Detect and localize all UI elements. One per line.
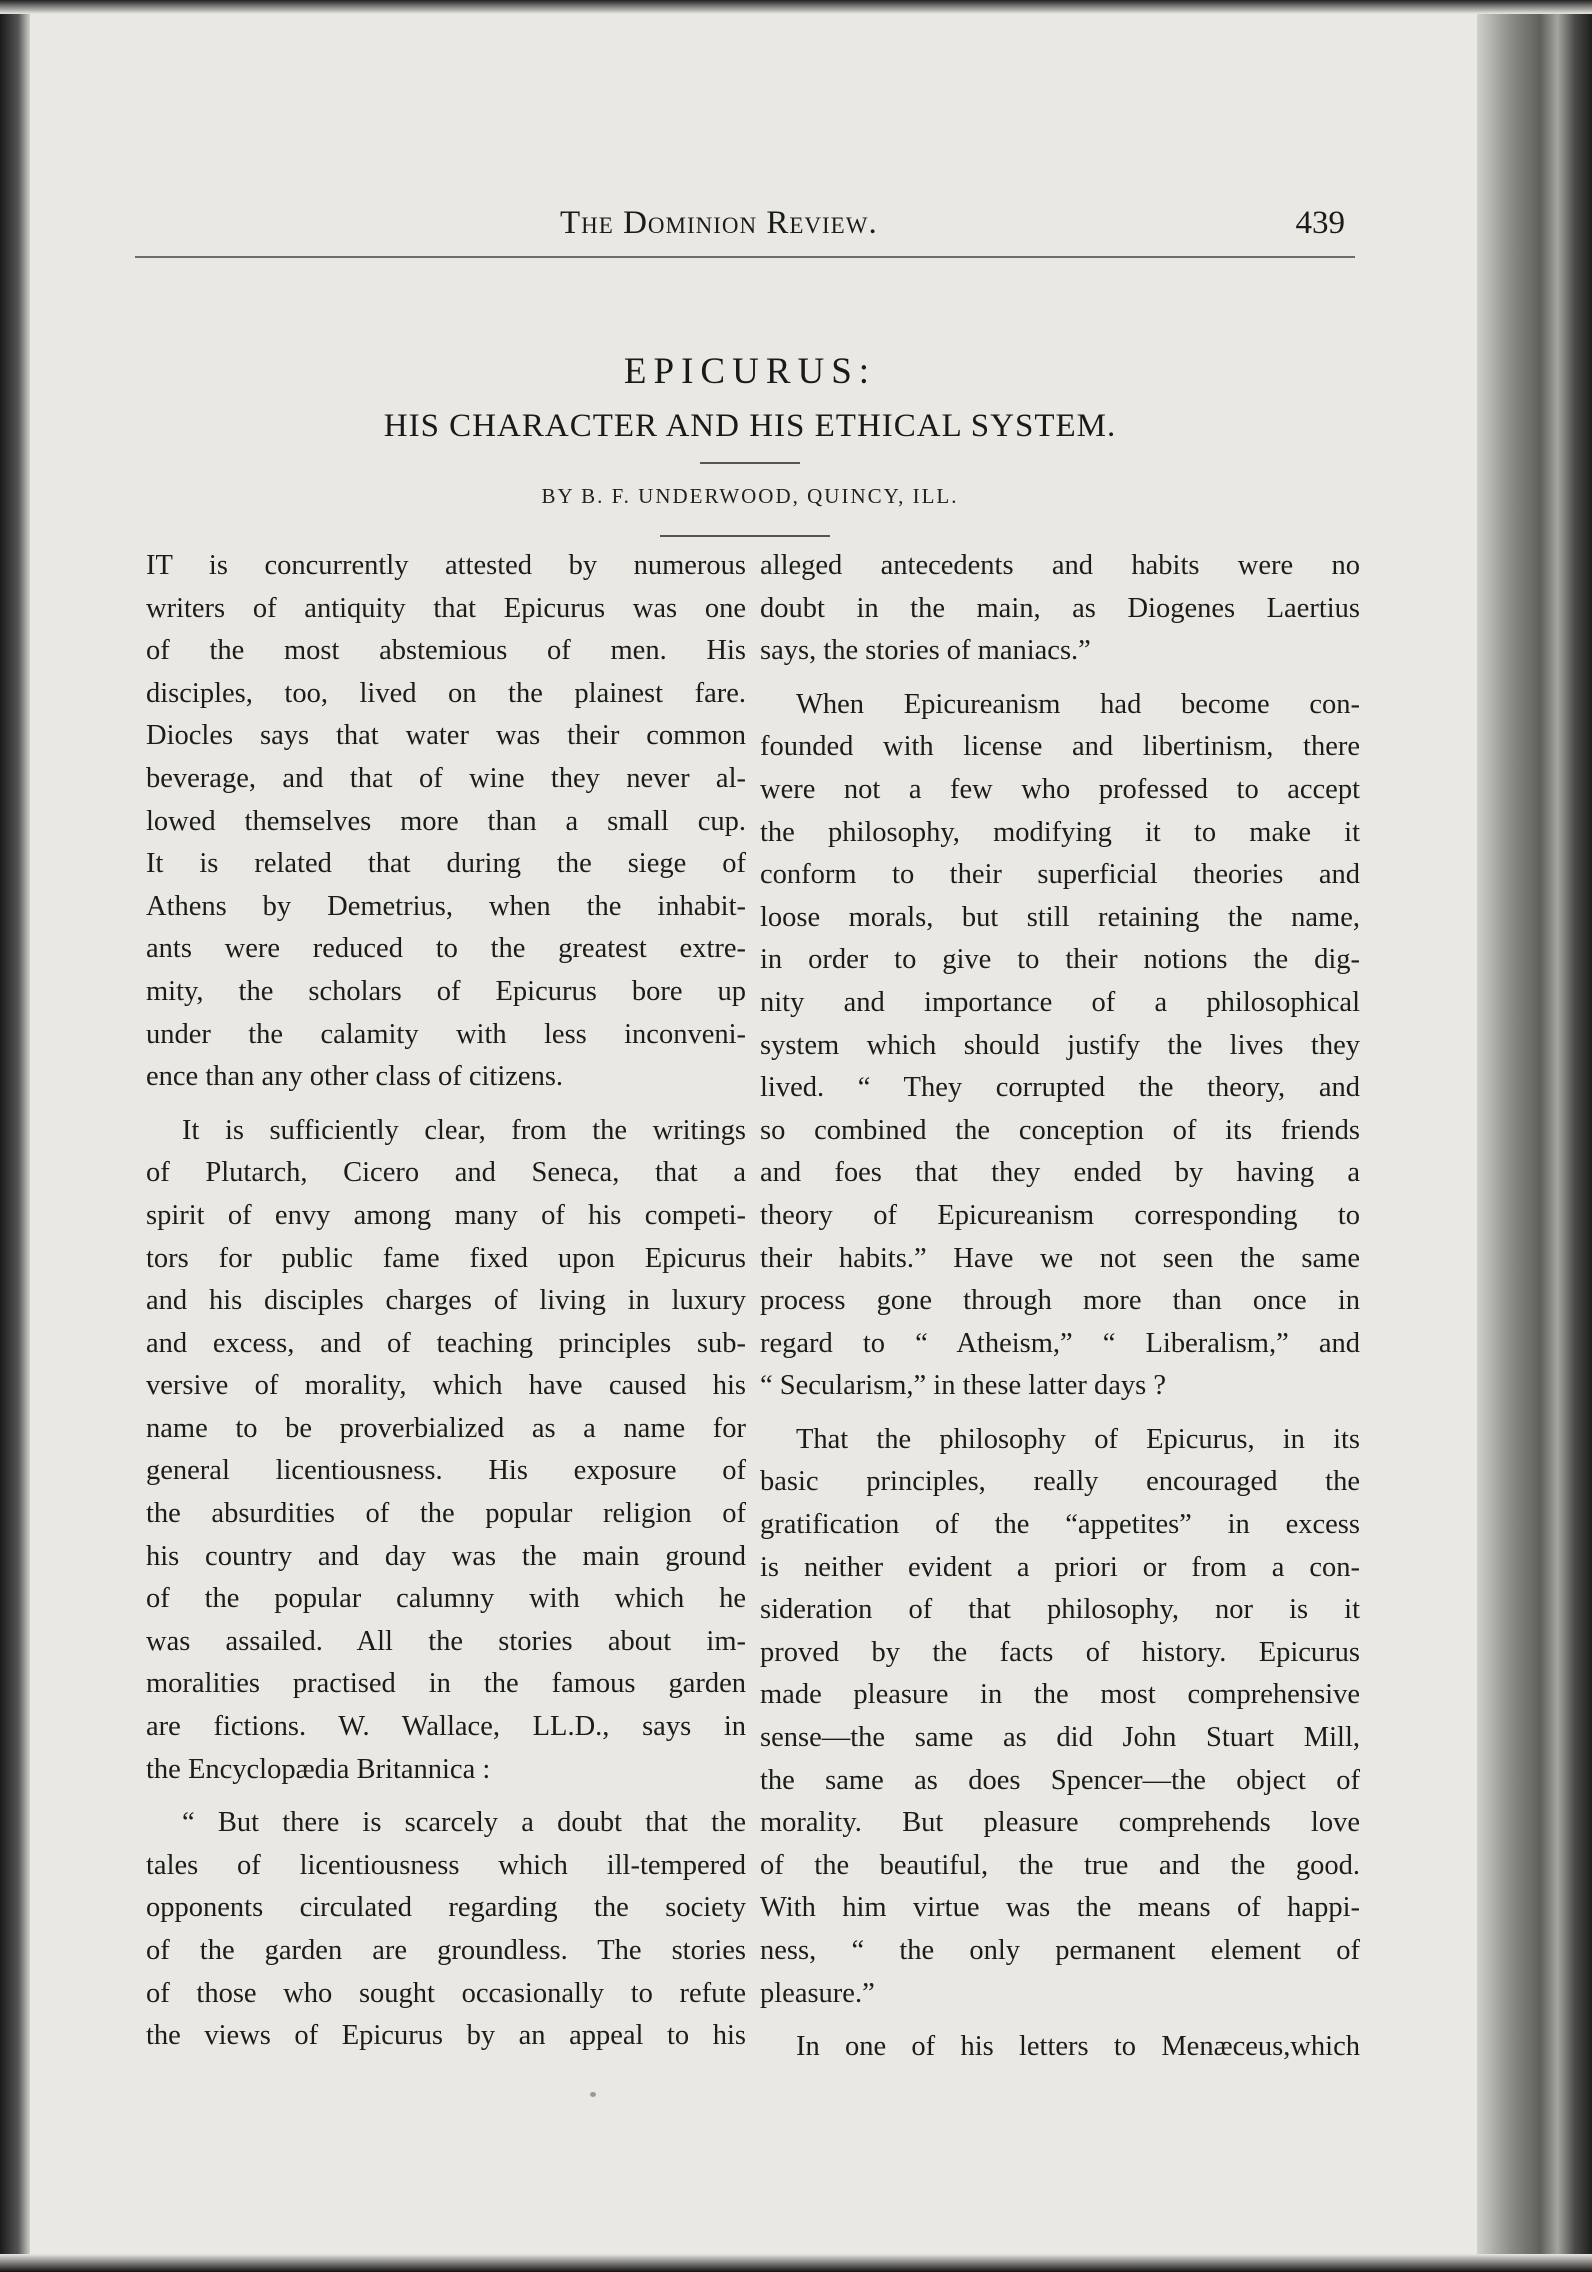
- paragraph: [760, 1419, 1360, 2015]
- text-line: beverage, and that of wine they never al-: [146, 762, 746, 794]
- text-line: conform to their superficial theories and: [760, 859, 1360, 891]
- text-line: the same as does Spencer—the object of: [760, 1764, 1360, 1796]
- text-line: says, the stories of maniacs.”: [760, 635, 1091, 667]
- text-line: of the most abstemious of men. His: [146, 635, 746, 667]
- paragraph: [760, 545, 1360, 673]
- text-line: of the garden are groundless. The stories: [146, 1935, 746, 1966]
- text-line: ence than any other class of citizens.: [146, 1061, 564, 1093]
- text-line: tors for public fame fixed upon Epicurus: [146, 1242, 746, 1274]
- text-line: founded with license and libertinism, there: [760, 731, 1360, 763]
- text-line: of the popular calumny with which he: [146, 1583, 746, 1615]
- text-line: and excess, and of teaching principles sub-: [146, 1327, 746, 1359]
- text-line: and foes that they ended by having a: [760, 1157, 1360, 1189]
- text-line: ants were reduced to the greatest extre-: [146, 933, 746, 965]
- text-line: moralities practised in the famous garden: [146, 1668, 746, 1700]
- header-rule: [135, 256, 1355, 258]
- text-line: versive of morality, which have caused his: [146, 1370, 746, 1402]
- article-title: EPICURUS:: [623, 351, 877, 392]
- text-line: and his disciples charges of living in luxury: [146, 1285, 746, 1317]
- text-line: of Plutarch, Cicero and Seneca, that a: [146, 1157, 746, 1189]
- text-line: morality. But pleasure comprehends love: [760, 1807, 1360, 1839]
- journal-title: The Dominion Review.: [560, 205, 878, 241]
- paragraph: [760, 2026, 1360, 2069]
- left-column: [146, 545, 746, 2058]
- paragraph: [760, 684, 1360, 1408]
- text-line: the absurdities of the popular religion of: [146, 1498, 746, 1530]
- text-line: sideration of that philosophy, nor is it: [760, 1594, 1360, 1626]
- page-top-edge: [0, 0, 1592, 14]
- text-line: process gone through more than once in: [760, 1285, 1360, 1317]
- byline-rule: [660, 535, 830, 537]
- text-line: “ But there is scarcely a doubt that the: [182, 1807, 746, 1839]
- text-line: were not a few who professed to accept: [760, 773, 1360, 805]
- ink-speck: [590, 2092, 596, 2097]
- text-line: In one of his letters to Menæceus,which: [796, 2031, 1360, 2063]
- text-line: ness, “ the only permanent element of: [760, 1935, 1360, 1966]
- text-line: system which should justify the lives they: [760, 1029, 1360, 1061]
- paragraph: [146, 545, 746, 1099]
- text-line: pleasure.”: [760, 1977, 875, 2009]
- text-line: is neither evident a priori or from a con-: [760, 1551, 1360, 1583]
- text-line: their habits.” Have we not seen the same: [760, 1242, 1360, 1274]
- paragraph: [146, 1802, 746, 2058]
- text-line: nity and importance of a philosophical: [760, 986, 1360, 1018]
- page-left-edge: [0, 0, 30, 2272]
- text-line: proved by the facts of history. Epicurus: [760, 1636, 1360, 1668]
- text-line: alleged antecedents and habits were no: [760, 550, 1360, 581]
- text-line: the Encyclopædia Britannica :: [146, 1753, 491, 1785]
- text-line: under the calamity with less inconveni-: [146, 1018, 746, 1050]
- text-line: name to be proverbialized as a name for: [146, 1412, 746, 1444]
- text-line: so combined the conception of its friends: [760, 1114, 1360, 1146]
- text-line: general licentiousness. His exposure of: [146, 1455, 746, 1487]
- text-line: tales of licentiousness which ill-tempered: [146, 1849, 746, 1881]
- text-line: sense—the same as did John Stuart Mill,: [760, 1722, 1360, 1754]
- text-line: With him virtue was the means of happi-: [760, 1892, 1360, 1924]
- text-line: his country and day was the main ground: [146, 1540, 746, 1572]
- text-line: It is sufficiently clear, from the writings: [182, 1114, 746, 1146]
- paragraph: [146, 1110, 746, 1792]
- byline: BY B. F. UNDERWOOD, QUINCY, ILL.: [541, 484, 959, 508]
- text-line: are fictions. W. Wallace, LL.D., says in: [146, 1711, 746, 1743]
- page-bottom-edge: [0, 2254, 1592, 2272]
- text-line: mity, the scholars of Epicurus bore up: [146, 975, 746, 1007]
- text-line: writers of antiquity that Epicurus was one: [146, 592, 746, 624]
- text-line: When Epicureanism had become con-: [796, 688, 1360, 720]
- text-line: Diocles says that water was their common: [146, 720, 746, 752]
- right-column: [760, 545, 1360, 2069]
- title-rule: [700, 462, 800, 464]
- text-line: That the philosophy of Epicurus, in its: [796, 1423, 1360, 1455]
- text-line: was assailed. All the stories about im-: [146, 1625, 746, 1657]
- page-number: 439: [1295, 205, 1345, 241]
- text-line: opponents circulated regarding the society: [146, 1892, 746, 1924]
- text-line: theory of Epicureanism corresponding to: [760, 1199, 1360, 1231]
- text-line: lowed themselves more than a small cup.: [146, 805, 746, 837]
- text-line: loose morals, but still retaining the name,: [760, 901, 1360, 933]
- text-line: Athens by Demetrius, when the inhabit-: [146, 890, 746, 922]
- page-right-edge: [1477, 0, 1592, 2272]
- text-line: lived. “ They corrupted the theory, and: [760, 1072, 1360, 1104]
- text-line: “ Secularism,” in these latter days ?: [760, 1370, 1166, 1402]
- text-line: regard to “ Atheism,” “ Liberalism,” and: [760, 1327, 1360, 1359]
- text-line: of those who sought occasionally to refute: [146, 1977, 746, 2009]
- text-line: the views of Epicurus by an appeal to his: [146, 2020, 746, 2052]
- text-line: of the beautiful, the true and the good.: [760, 1849, 1360, 1881]
- text-line: the philosophy, modifying it to make it: [760, 816, 1360, 848]
- text-line: spirit of envy among many of his competi-: [146, 1199, 746, 1231]
- text-line: gratification of the “appetites” in excess: [760, 1509, 1360, 1541]
- text-line: doubt in the main, as Diogenes Laertius: [760, 592, 1360, 624]
- text-line: basic principles, really encouraged the: [760, 1466, 1360, 1498]
- text-line: It is related that during the siege of: [146, 848, 746, 880]
- text-line: in order to give to their notions the dig-: [760, 944, 1360, 976]
- text-line: disciples, too, lived on the plainest fare.: [146, 677, 746, 709]
- text-line: made pleasure in the most comprehensive: [760, 1679, 1360, 1711]
- article-subtitle: HIS CHARACTER AND HIS ETHICAL SYSTEM.: [383, 408, 1117, 444]
- text-line: IT is concurrently attested by numerous: [146, 550, 746, 581]
